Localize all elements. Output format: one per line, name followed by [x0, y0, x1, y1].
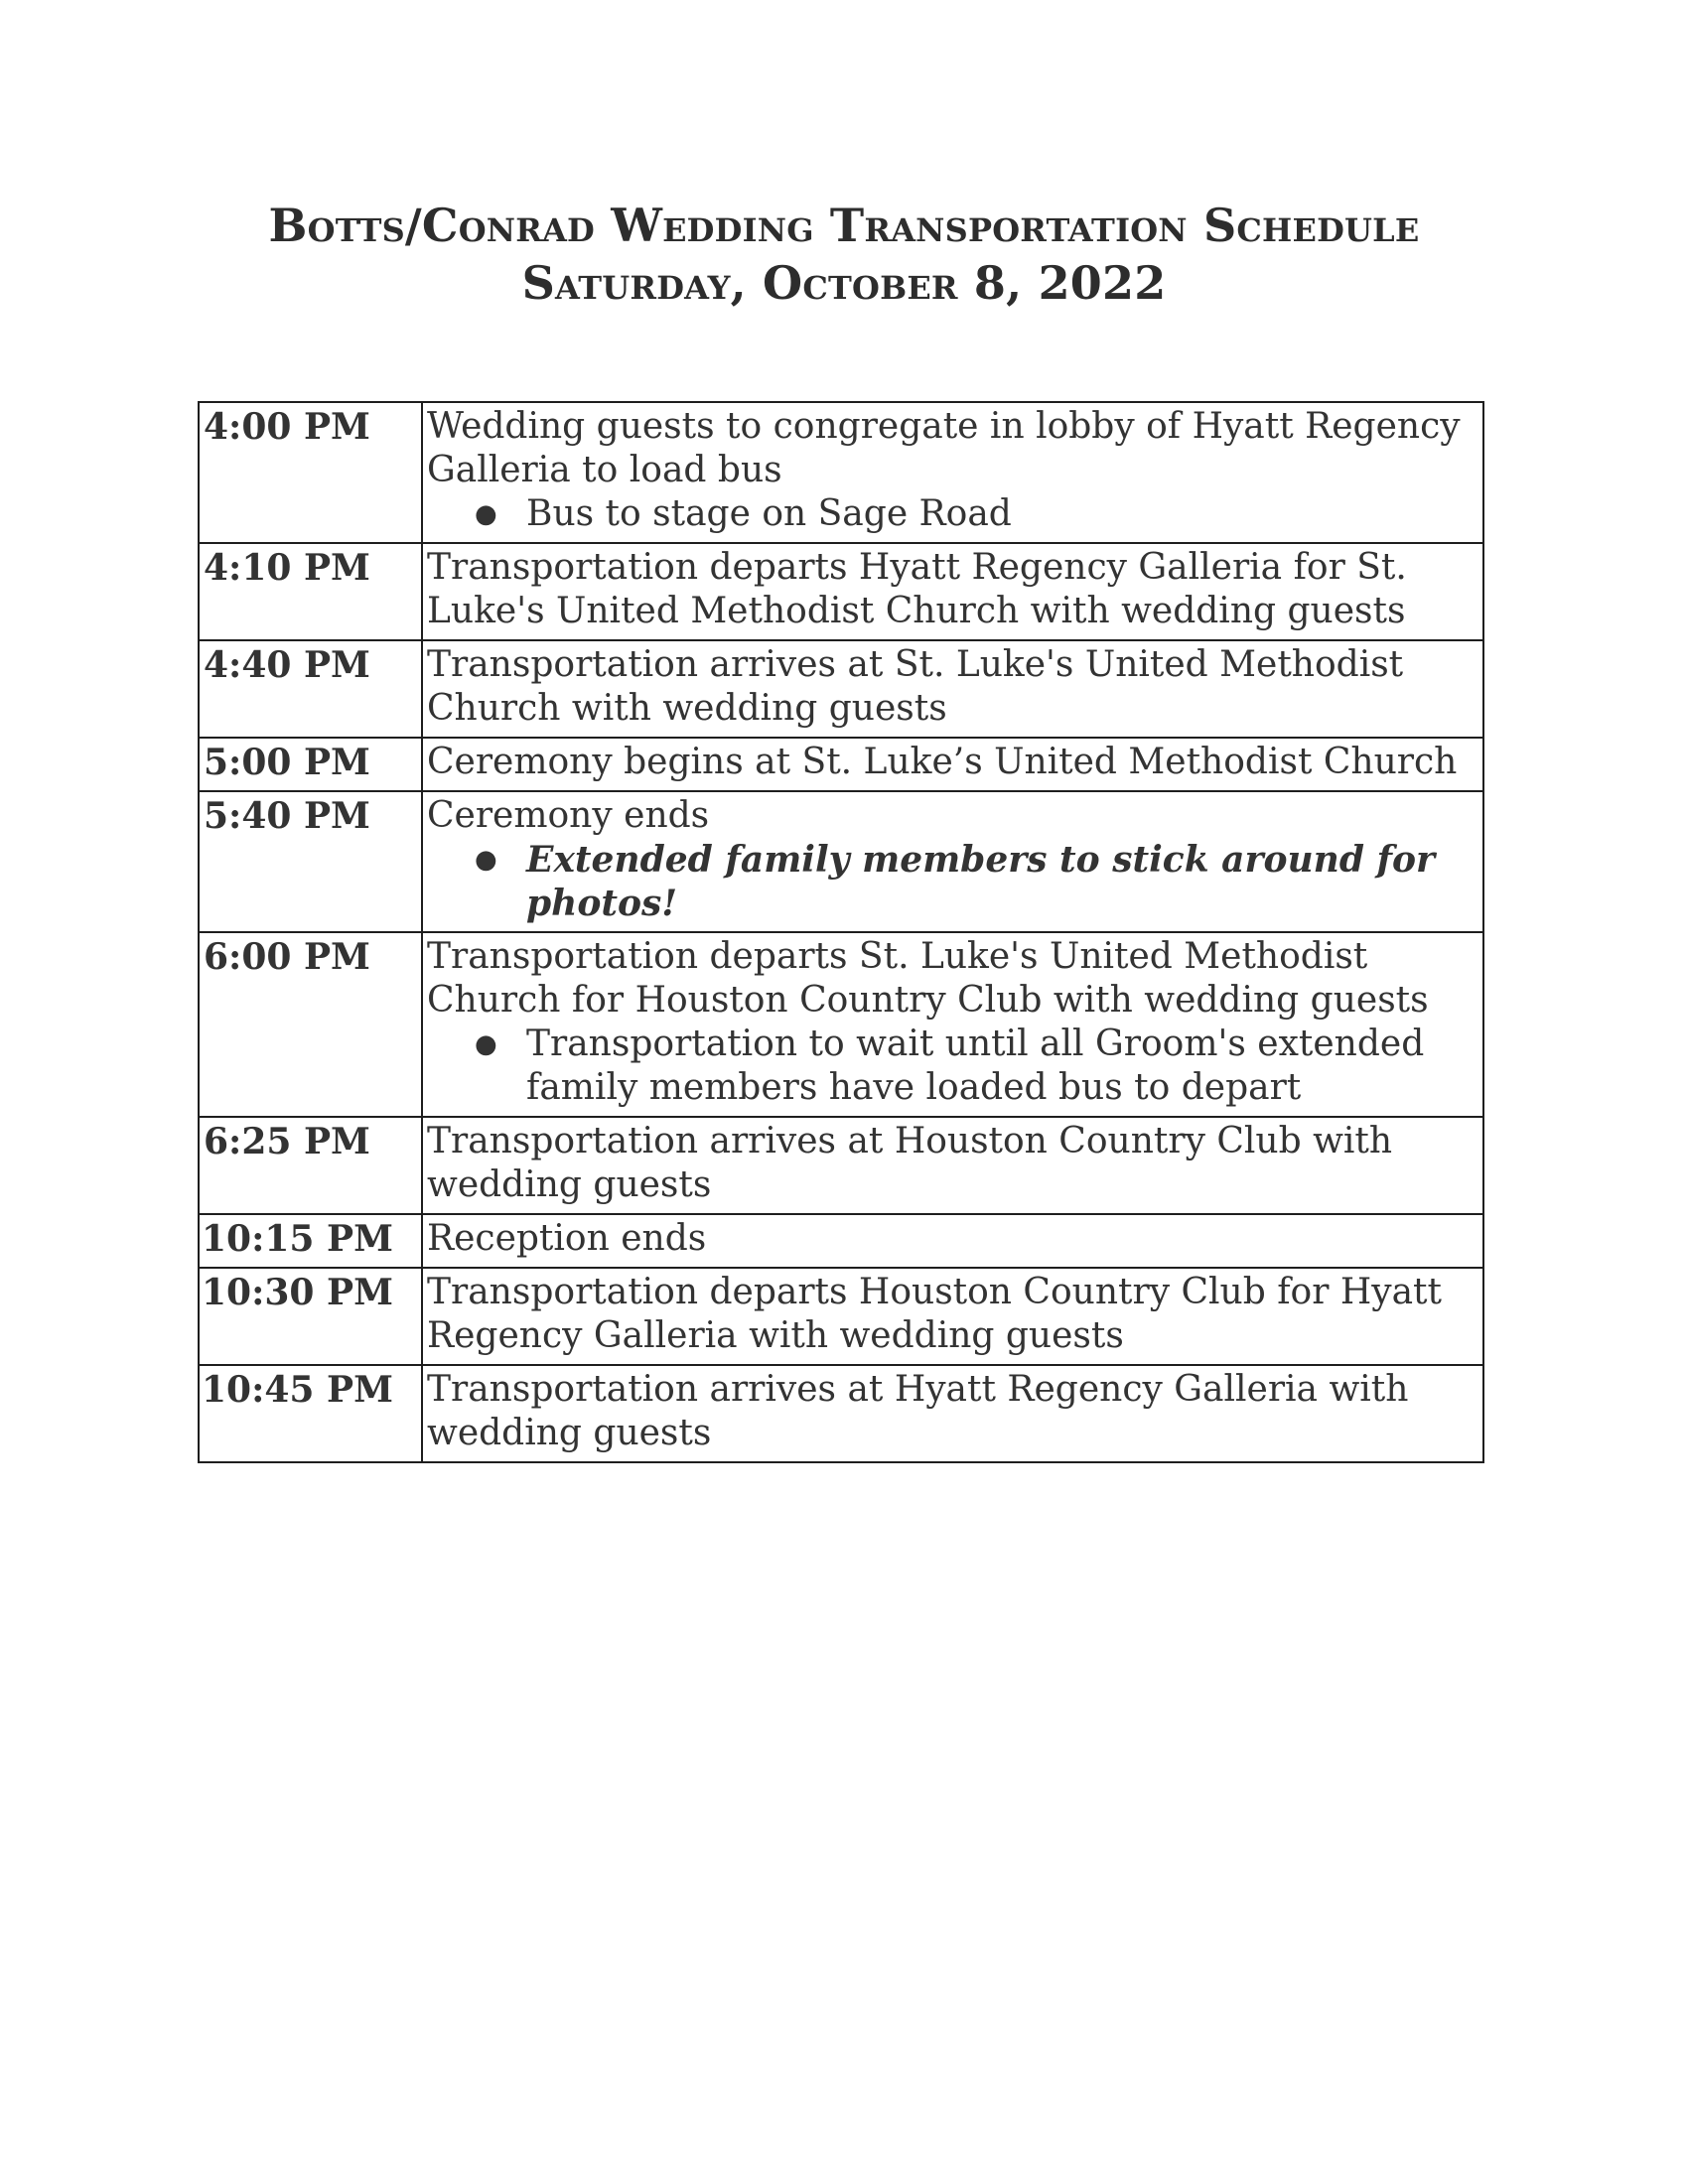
description-text: Wedding guests to congregate in lobby of Hyatt Regency Galleria to load bus [427, 406, 1461, 490]
schedule-row [199, 738, 1483, 791]
schedule-row [199, 402, 1483, 543]
description-cell [422, 1268, 1483, 1365]
description-cell [422, 1214, 1483, 1268]
schedule-row [199, 1117, 1483, 1214]
description-cell [422, 640, 1483, 738]
document-title [0, 197, 1688, 312]
description-text: Transportation departs Hyatt Regency Galleria for St. Luke's United Methodist Church with wedding guests [427, 547, 1407, 631]
description-cell [422, 791, 1483, 932]
description-text: Transportation departs Houston Country Club for Hyatt Regency Galleria with wedding guests [427, 1272, 1442, 1356]
bullet-item: ● Transportation to wait until all Groom's extended family members have loaded bus to depart [526, 1023, 1478, 1110]
description-text: Ceremony ends [427, 795, 710, 836]
description-cell [422, 1365, 1483, 1462]
schedule-row [199, 1214, 1483, 1268]
description-cell [422, 543, 1483, 640]
title-line-2: Saturday, October 8, 2022 [521, 256, 1167, 310]
schedule-row [199, 791, 1483, 932]
title-line-1: Botts/Conrad Wedding Transportation Schedule [268, 199, 1420, 252]
description-cell [422, 738, 1483, 791]
time-cell: 6:00 PM [199, 932, 422, 1117]
time-cell: 10:45 PM [199, 1365, 422, 1462]
schedule-table [198, 401, 1484, 1463]
schedule-row [199, 1365, 1483, 1462]
time-cell: 4:00 PM [199, 402, 422, 543]
time-cell: 10:30 PM [199, 1268, 422, 1365]
description-text: Reception ends [427, 1218, 707, 1259]
schedule-row [199, 543, 1483, 640]
description-text: Transportation departs St. Luke's United Methodist Church for Houston Country Club with wedding guests [427, 936, 1429, 1021]
time-cell: 10:15 PM [199, 1214, 422, 1268]
time-cell: 4:10 PM [199, 543, 422, 640]
schedule-row [199, 932, 1483, 1117]
bullet-list [427, 838, 1478, 925]
time-cell: 6:25 PM [199, 1117, 422, 1214]
time-cell: 5:00 PM [199, 738, 422, 791]
description-cell [422, 1117, 1483, 1214]
description-text: Transportation arrives at St. Luke's United Methodist Church with wedding guests [427, 644, 1404, 729]
schedule-row [199, 1268, 1483, 1365]
description-text: Transportation arrives at Houston Country Club with wedding guests [427, 1121, 1393, 1205]
bullet-item: ● Extended family members to stick around for photos! [526, 838, 1478, 925]
description-text: Ceremony begins at St. Luke’s United Methodist Church [427, 742, 1458, 782]
schedule-row [199, 640, 1483, 738]
bullet-item: ● Bus to stage on Sage Road [526, 492, 1478, 536]
description-text: Transportation arrives at Hyatt Regency Galleria with wedding guests [427, 1369, 1409, 1453]
description-cell [422, 932, 1483, 1117]
bullet-list [427, 492, 1478, 536]
description-cell [422, 402, 1483, 543]
time-cell: 5:40 PM [199, 791, 422, 932]
time-cell: 4:40 PM [199, 640, 422, 738]
bullet-list [427, 1023, 1478, 1110]
